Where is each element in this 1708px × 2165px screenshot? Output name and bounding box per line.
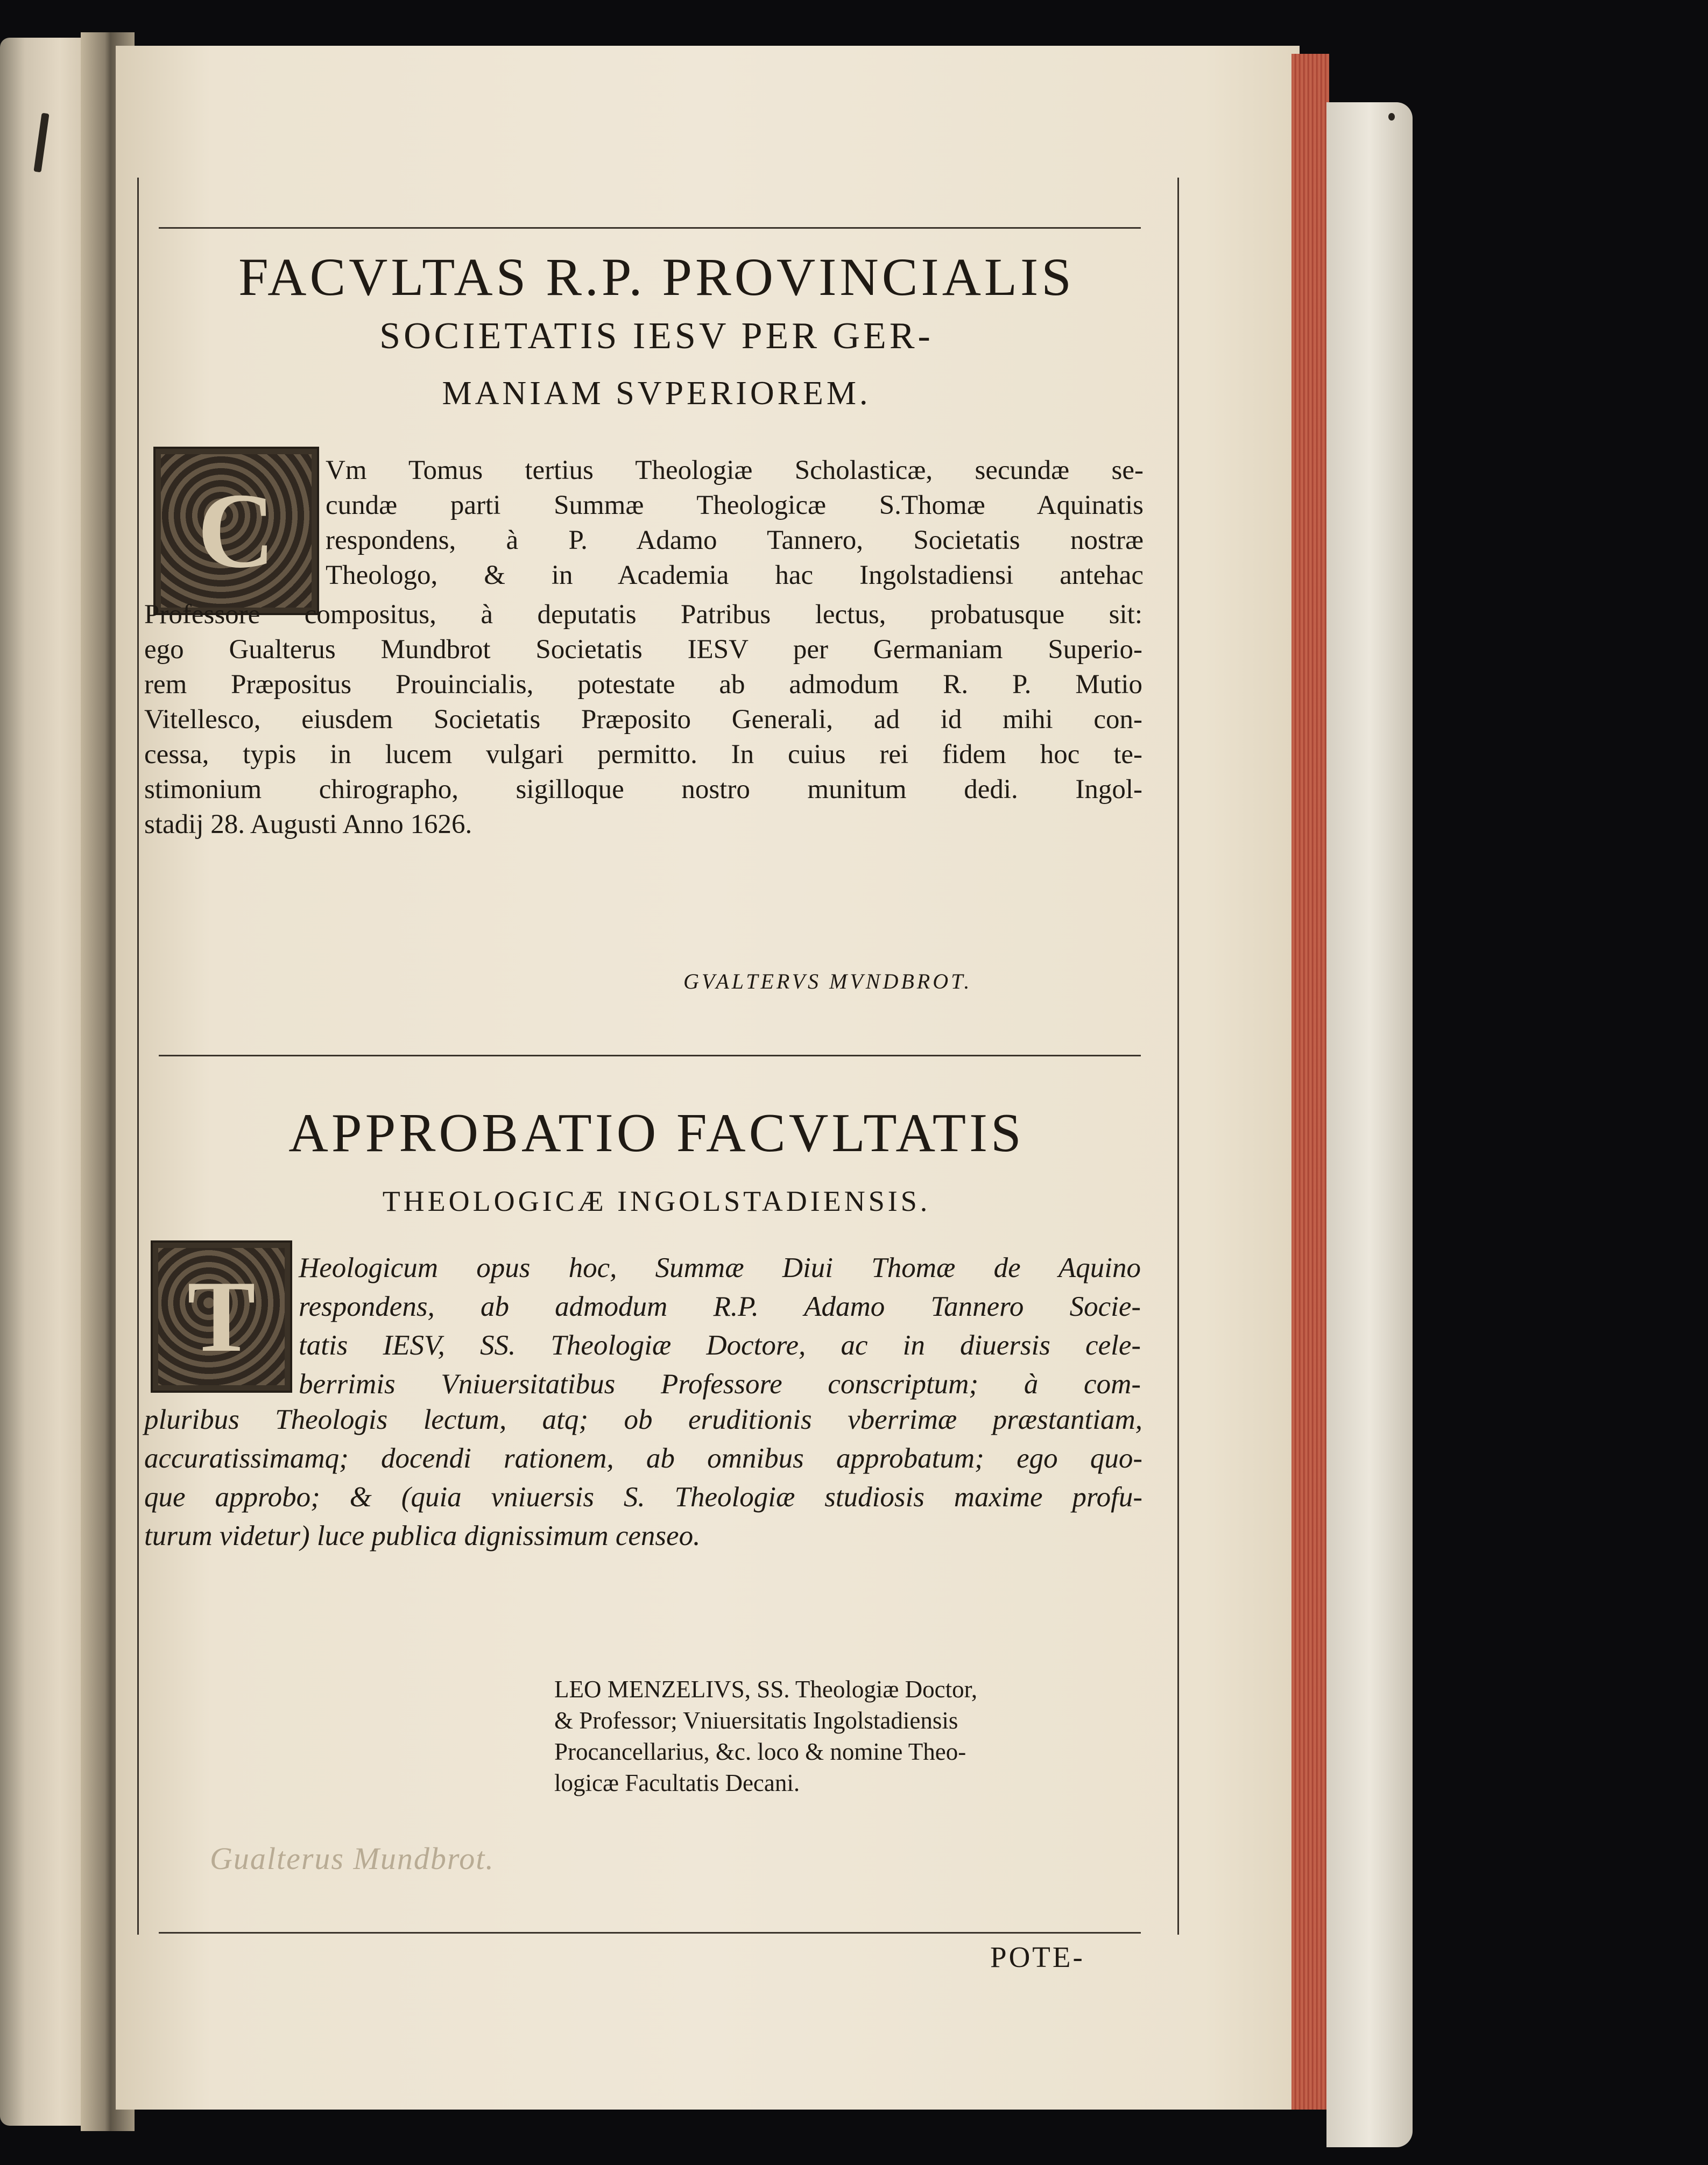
signature-line: logicæ Facultatis Decani. [554,1769,800,1796]
red-page-edges [1291,54,1329,2110]
top-rule [159,227,1141,229]
text-line: pluribus Theologis lectum, atq; ob eruditionis vberrimæ præstantiam, [144,1404,1142,1435]
text-line: stimonium chirographo, sigilloque nostro munitum dedi. Ingol- [144,774,1142,805]
section1-indented-text [326,453,1144,593]
section2-indented-text [299,1249,1141,1404]
section1-title-line1: FACVLTAS R.P. PROVINCIALIS [238,247,1075,307]
text-line: stadij 28. Augusti Anno 1626. [144,809,472,840]
middle-rule [159,1055,1141,1056]
section1-title-line3: MANIAM SVPERIOREM. [442,375,871,412]
text-line: turum videtur) luce publica dignissimum censeo. [144,1520,701,1552]
text-line: Professore compositus, à deputatis Patribus lectus, probatusque sit: [144,600,1142,630]
signature-line: & Professor; Vniuersitatis Ingolstadiensis [554,1707,958,1734]
section1-body-text [144,597,1142,842]
section2-title-line2: THEOLOGICÆ INGOLSTADIENSIS. [382,1185,931,1217]
section2-title-line1: APPROBATIO FACVLTATIS [288,1103,1025,1163]
text-line: cundæ parti Summæ Theologicæ S.Thomæ Aquinatis [326,490,1144,520]
text-line: ego Gualterus Mundbrot Societatis IESV per Germaniam Superio- [144,634,1142,665]
initial-letter: T [187,1260,256,1373]
text-line: berrimis Vniuersitatibus Professore conscriptum; à com- [299,1369,1141,1400]
section1-title-line2: SOCIETATIS IESV PER GER- [379,315,934,357]
initial-letter: C [197,471,276,590]
text-line: rem Præpositus Prouincialis, potestate ab admodum R. P. Mutio [144,669,1142,700]
section2-body-text [144,1400,1142,1555]
text-line: accuratissimamq; docendi rationem, ab omnibus approbatum; ego quo- [144,1443,1142,1474]
text-line: tatis IESV, SS. Theologiæ Doctore, ac in diuersis cele- [299,1330,1141,1361]
vellum-cover [1326,102,1413,2147]
signature-mundbrot: GVALTERVS MVNDBROT. [683,969,972,993]
text-line: cessa, typis in lucem vulgari permitto. In cuius rei fidem hoc te- [144,739,1142,770]
text-line: respondens, à P. Adamo Tannero, Societatis nostræ [326,525,1144,555]
signature-line: Procancellarius, &c. loco & nomine Theo- [554,1738,966,1765]
text-line: Vm Tomus tertius Theologiæ Scholasticæ, secundæ se- [326,455,1144,485]
decorated-initial-c [153,447,319,615]
decorated-initial-t [151,1240,292,1393]
signature-line: LEO MENZELIVS, SS. Theologiæ Doctor, [554,1676,978,1703]
bleed-through-signature: Gualterus Mundbrot. [210,1841,495,1876]
cover-hole [1388,113,1395,121]
text-line: Theologo, & in Academia hac Ingolstadiensi antehac [326,560,1144,590]
text-line: Heologicum opus hoc, Summæ Diui Thomæ de Aquino [299,1252,1141,1284]
signature-menzelius [554,1674,1146,1799]
text-line: que approbo; & (quia vniuersis S. Theologiæ studiosis maxime profu- [144,1482,1142,1513]
bottom-rule [159,1932,1141,1934]
text-line: respondens, ab admodum R.P. Adamo Tannero Socie- [299,1291,1141,1322]
text-line: Vitellesco, eiusdem Societatis Præposito Generali, ad id mihi con- [144,704,1142,735]
catchword: POTE- [990,1941,1085,1973]
